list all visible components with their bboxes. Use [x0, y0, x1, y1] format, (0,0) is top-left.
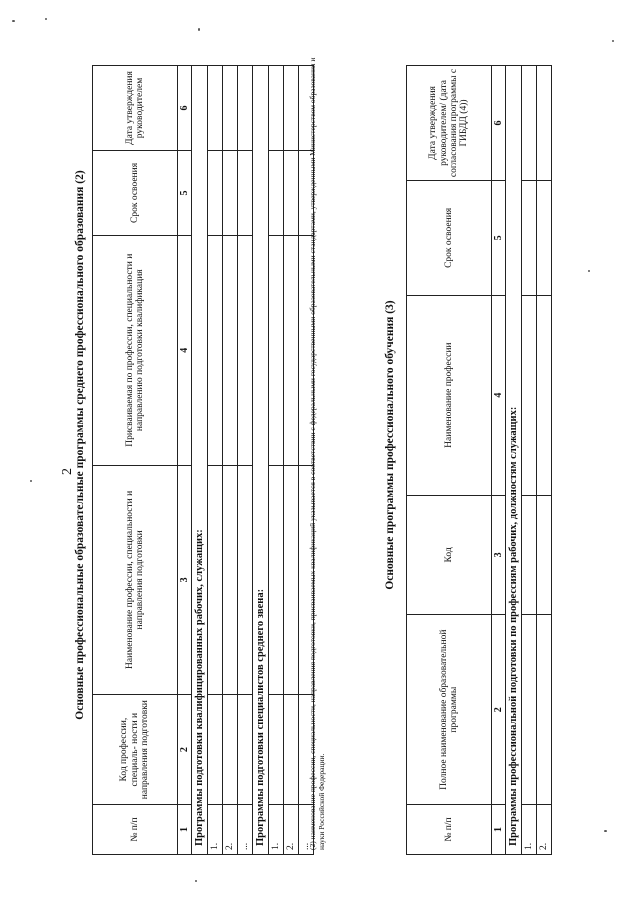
- column-number: 4: [492, 295, 506, 495]
- column-number: 3: [178, 465, 192, 695]
- group-title-row: [192, 66, 208, 855]
- column-number: 3: [492, 495, 506, 615]
- header-cell: Код: [407, 495, 492, 615]
- column-number: 5: [492, 180, 506, 295]
- column-number: 5: [178, 150, 192, 235]
- column-number: 6: [492, 66, 506, 181]
- header-cell: Срок освоения: [93, 150, 178, 235]
- scan-speck: [45, 18, 47, 20]
- row-number: 1.: [208, 805, 223, 855]
- table-row: [284, 66, 299, 855]
- row-number: 1.: [522, 805, 537, 855]
- scan-speck: [30, 480, 32, 482]
- vocational-programs-table: [92, 65, 314, 855]
- table-row: [208, 66, 223, 855]
- section1-title: Основные профессиональные образовательные программы среднего профессионального образования (2): [74, 170, 86, 720]
- row-number: 2.: [284, 805, 299, 855]
- footnote: (2) наименование профессии, специальности, направления подготовки, присваиваемых квалификаций указывается в соответствии с федеральными государственными образовательными стандартами, утвержденными Министерством образования и науки Российской Федерации.: [308, 57, 327, 850]
- header-cell: Дата утверждения руководителем: [93, 66, 178, 151]
- column-number: 1: [492, 805, 506, 855]
- table-row: [238, 66, 253, 855]
- scan-speck: [195, 880, 197, 882]
- header-cell: Код профессии, специаль- ности и направления подготовки: [93, 695, 178, 805]
- table-row: [522, 66, 537, 855]
- table-row: [537, 66, 552, 855]
- table-row: [269, 66, 284, 855]
- professional-training-table: [406, 65, 552, 855]
- header-cell: № п/п: [407, 805, 492, 855]
- scan-speck: [588, 270, 590, 272]
- section2-title: Основные программы профессионального обучения (3): [384, 300, 396, 590]
- row-number: 2.: [223, 805, 238, 855]
- table-header-row: [407, 66, 492, 855]
- header-cell: № п/п: [93, 805, 178, 855]
- header-cell: Дата утверждения руководителем/ (дата согласования программы с ГИБДД (4)): [407, 66, 492, 181]
- header-cell: Срок освоения: [407, 180, 492, 295]
- header-cell: Полное наименование образовательной программы: [407, 615, 492, 805]
- column-number: 1: [178, 805, 192, 855]
- header-cell: Наименование профессии: [407, 295, 492, 495]
- column-number-row: [178, 66, 192, 855]
- group-title: Программы профессиональной подготовки по профессиям рабочих, должностям служащих:: [506, 66, 522, 855]
- scan-speck: [198, 28, 200, 31]
- group-title-row: [253, 66, 269, 855]
- page-number: 2: [60, 468, 75, 475]
- column-number-row: [492, 66, 506, 855]
- scan-speck: [12, 20, 15, 22]
- scan-speck: [604, 830, 607, 832]
- group-title-row: [506, 66, 522, 855]
- row-number: 2.: [537, 805, 552, 855]
- column-number: 2: [178, 695, 192, 805]
- row-number: 1.: [269, 805, 284, 855]
- column-number: 4: [178, 235, 192, 465]
- group-title: Программы подготовки специалистов среднего звена:: [253, 66, 269, 855]
- table-row: [223, 66, 238, 855]
- scan-speck: [612, 40, 614, 42]
- group-title: Программы подготовки квалифицированных рабочих, служащих:: [192, 66, 208, 855]
- row-number: ...: [299, 805, 314, 855]
- table-header-row: [93, 66, 178, 855]
- header-cell: Наименование профессии, специальности и направления подготовки: [93, 465, 178, 695]
- column-number: 6: [178, 66, 192, 151]
- row-number: ...: [238, 805, 253, 855]
- column-number: 2: [492, 615, 506, 805]
- header-cell: Присваиваемая по профессии, специальности и направлению подготовки квалификация: [93, 235, 178, 465]
